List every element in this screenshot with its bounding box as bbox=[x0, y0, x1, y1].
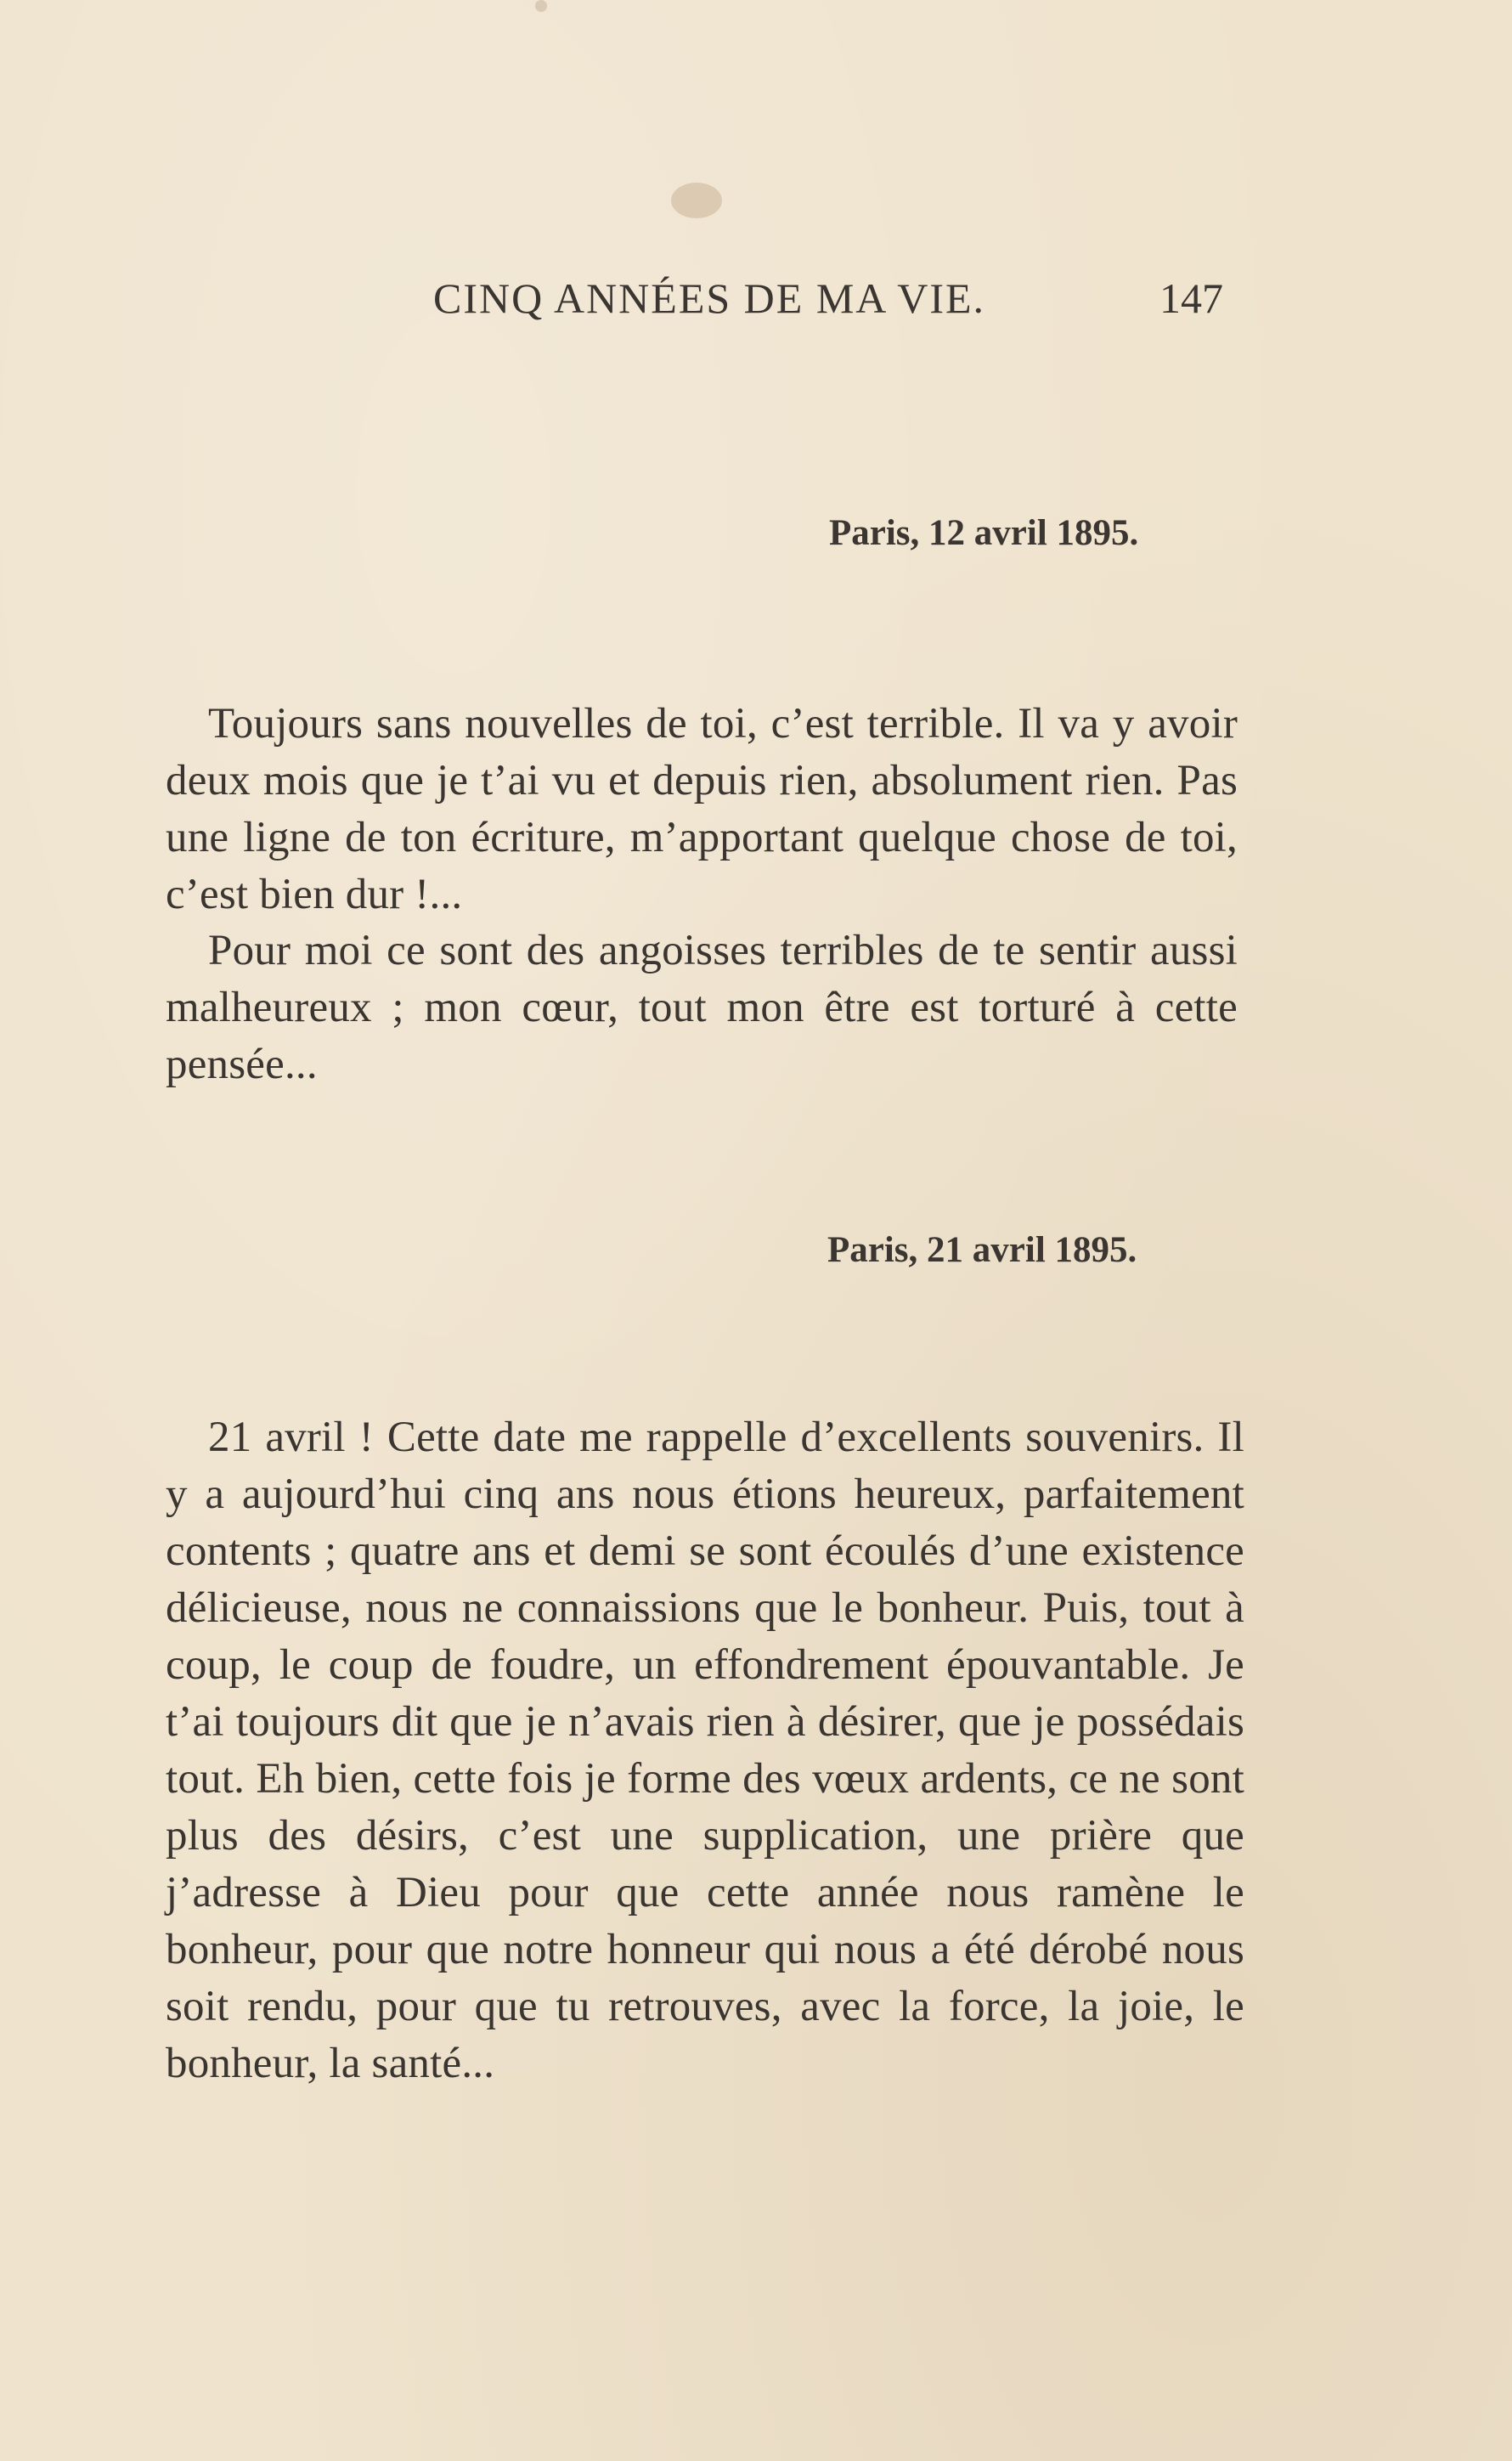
page-number: 147 bbox=[1159, 274, 1223, 322]
paragraph: 21 avril ! Cette date me rappelle d’excellents souvenirs. Il y a aujourd’hui cinq ans nous étions heureux, parfaitement contents ; quatre ans et demi se sont écoulés d’une existence délicieuse, nous ne connaissions que le bonheur. Puis, tout à coup, le coup de foudre, un effondrement épouvantable. Je t’ai toujours dit que je n’avais rien à désirer, que je possédais tout. Eh bien, cette fois je forme des vœux ardents, ce ne sont plus des désirs, c’est une supplication, une prière que j’adresse à Dieu pour que cette année nous ramène le bonheur, pour que notre honneur qui nous a été dérobé nous soit rendu, pour que tu retrouves, avec la force, la joie, le bonheur, la santé... bbox=[166, 1414, 1244, 2087]
paragraph: Toujours sans nouvelles de toi, c’est terrible. Il va y avoir deux mois que je t’ai vu et depuis rien, absolument rien. Pas une ligne de ton écriture, m’apportant quelque chose de toi, c’est bien dur !... bbox=[166, 700, 1238, 918]
running-title: CINQ ANNÉES DE MA VIE. bbox=[433, 274, 986, 322]
paper-stain bbox=[535, 0, 547, 12]
dateline: Paris, 12 avril 1895. bbox=[829, 513, 1139, 553]
paper-stain bbox=[671, 183, 722, 218]
paragraph: Pour moi ce sont des angoisses terribles de te sentir aussi malheureux ; mon cœur, tout mon être est torturé à cette pensée... bbox=[166, 927, 1238, 1088]
dateline: Paris, 21 avril 1895. bbox=[827, 1230, 1137, 1270]
